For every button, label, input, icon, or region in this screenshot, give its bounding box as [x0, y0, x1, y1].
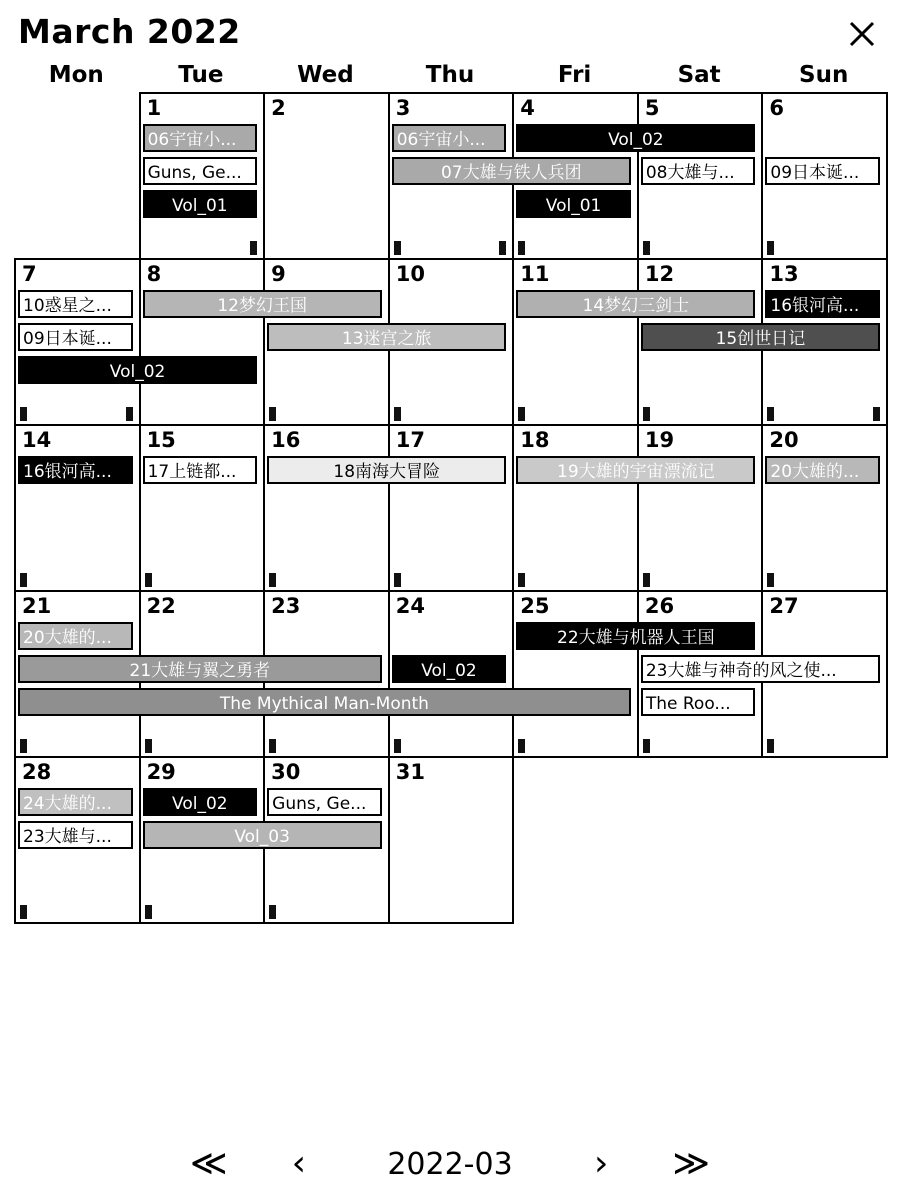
day-number: 4 [520, 96, 535, 120]
calendar-event[interactable]: 22大雄与机器人王国 [516, 622, 755, 650]
day-number: 20 [769, 428, 799, 452]
day-marker-icon [20, 739, 27, 753]
day-marker-icon [269, 739, 276, 753]
calendar-event[interactable]: 15创世日记 [641, 323, 880, 351]
calendar-event[interactable]: The Mythical Man-Month [18, 688, 631, 716]
day-number: 25 [520, 594, 550, 618]
day-marker-icon [499, 241, 506, 255]
calendar-event[interactable]: 12梦幻王国 [143, 290, 382, 318]
day-number: 14 [22, 428, 52, 452]
day-number: 24 [395, 594, 425, 618]
calendar-week-row [14, 424, 886, 590]
calendar-event[interactable]: 08大雄与... [641, 157, 756, 185]
day-cell[interactable] [263, 424, 390, 592]
current-month-label: 2022-03 [387, 1146, 513, 1182]
weekday-label-mon: Mon [48, 62, 104, 88]
day-marker-icon [20, 573, 27, 587]
day-cell[interactable] [388, 756, 515, 924]
calendar-week-row [14, 756, 886, 922]
calendar-event[interactable]: Vol_02 [392, 655, 507, 683]
day-number: 5 [644, 96, 660, 120]
day-marker-icon [767, 241, 774, 255]
close-icon[interactable] [842, 14, 882, 54]
day-number: 1 [146, 96, 162, 120]
calendar-event[interactable]: 16银河高... [18, 456, 133, 484]
day-cell[interactable] [388, 424, 515, 592]
next-month-button[interactable]: › [594, 1143, 609, 1184]
calendar-event[interactable]: Vol_02 [18, 356, 257, 384]
first-page-button[interactable]: ≪ [189, 1143, 228, 1184]
day-number: 12 [644, 262, 675, 286]
day-marker-icon [145, 573, 152, 587]
day-cell-empty [637, 756, 764, 924]
day-number: 17 [395, 428, 425, 452]
day-cell[interactable] [139, 424, 266, 592]
day-number: 18 [520, 428, 550, 452]
day-marker-icon [767, 407, 774, 421]
day-marker-icon [518, 573, 525, 587]
calendar-footer-nav [0, 1142, 900, 1186]
day-marker-icon [269, 407, 276, 421]
day-marker-icon [269, 573, 276, 587]
day-marker-icon [20, 407, 27, 421]
calendar-event[interactable]: 18南海大冒险 [267, 456, 506, 484]
day-marker-icon [767, 573, 774, 587]
day-marker-icon [250, 241, 257, 255]
day-marker-icon [873, 407, 880, 421]
calendar-event[interactable]: 23大雄与神奇的风之使... [641, 655, 880, 683]
weekday-label-fri: Fri [557, 62, 592, 88]
day-marker-icon [518, 241, 525, 255]
day-marker-icon [394, 407, 401, 421]
calendar-event[interactable]: 17上链都... [143, 456, 258, 484]
day-marker-icon [126, 407, 133, 421]
weekday-label-thu: Thu [425, 62, 475, 88]
day-cell-empty [512, 756, 639, 924]
calendar-event[interactable]: 09日本诞... [18, 323, 133, 351]
calendar-event[interactable]: 16银河高... [765, 290, 880, 318]
day-number: 7 [22, 262, 37, 286]
weekday-header-row [0, 54, 900, 92]
weekday-label-wed: Wed [297, 62, 354, 88]
day-cell[interactable] [139, 258, 266, 426]
day-number: 19 [644, 428, 675, 452]
weekday-label-sun: Sun [799, 62, 849, 88]
calendar-event[interactable]: 20大雄的... [765, 456, 880, 484]
day-number: 15 [146, 428, 176, 452]
day-marker-icon [394, 739, 401, 753]
prev-month-button[interactable]: ‹ [291, 1143, 306, 1184]
calendar-event[interactable]: 23大雄与... [18, 821, 133, 849]
calendar-event[interactable]: 06宇宙小... [143, 124, 258, 152]
calendar-event[interactable]: The Roo... [641, 688, 756, 716]
day-number: 22 [146, 594, 176, 618]
calendar-event[interactable]: 13迷宫之旅 [267, 323, 506, 351]
day-cell[interactable] [512, 590, 639, 758]
calendar-event[interactable]: 19大雄的宇宙漂流记 [516, 456, 755, 484]
last-page-button[interactable]: ≫ [672, 1143, 711, 1184]
day-marker-icon [643, 407, 650, 421]
weekday-label-sat: Sat [677, 62, 721, 88]
day-number: 13 [769, 262, 799, 286]
day-cell-empty [14, 92, 141, 260]
day-number: 3 [395, 96, 411, 120]
day-marker-icon [518, 407, 525, 421]
day-marker-icon [20, 905, 27, 919]
day-marker-icon [643, 573, 650, 587]
day-number: 23 [271, 594, 301, 618]
calendar-event[interactable]: Vol_02 [516, 124, 755, 152]
weekday-label-tue: Tue [178, 62, 224, 88]
calendar-event[interactable]: Vol_02 [143, 788, 258, 816]
day-marker-icon [767, 739, 774, 753]
calendar-grid [0, 92, 900, 922]
day-number: 30 [271, 760, 301, 784]
calendar-event[interactable]: Vol_01 [143, 190, 258, 218]
day-marker-icon [145, 739, 152, 753]
calendar-event[interactable]: 14梦幻三剑士 [516, 290, 755, 318]
day-number: 21 [22, 594, 52, 618]
day-marker-icon [394, 573, 401, 587]
calendar-event[interactable]: Vol_01 [516, 190, 631, 218]
day-cell[interactable] [761, 424, 888, 592]
calendar-week-row [14, 590, 886, 756]
day-number: 10 [395, 262, 425, 286]
calendar-week-row [14, 92, 886, 258]
calendar-event[interactable]: Vol_03 [143, 821, 382, 849]
day-cell[interactable] [512, 258, 639, 426]
day-cell[interactable] [14, 424, 141, 592]
calendar-event[interactable]: 10惑星之... [18, 290, 133, 318]
day-number: 27 [769, 594, 799, 618]
day-number: 31 [395, 760, 425, 784]
day-marker-icon [643, 241, 650, 255]
calendar-event[interactable]: 21大雄与翼之勇者 [18, 655, 382, 683]
day-number: 16 [271, 428, 301, 452]
calendar-event[interactable]: 20大雄的... [18, 622, 133, 650]
day-number: 28 [22, 760, 52, 784]
calendar-event[interactable]: 09日本诞... [765, 157, 880, 185]
day-marker-icon [518, 739, 525, 753]
page-title: March 2022 [18, 12, 241, 51]
calendar-week-row [14, 258, 886, 424]
day-marker-icon [394, 241, 401, 255]
day-marker-icon [643, 739, 650, 753]
day-marker-icon [269, 905, 276, 919]
day-marker-icon [145, 905, 152, 919]
day-cell[interactable] [512, 424, 639, 592]
calendar-event[interactable]: 06宇宙小... [392, 124, 507, 152]
calendar-header [0, 0, 900, 54]
calendar-event[interactable]: 24大雄的... [18, 788, 133, 816]
day-number: 9 [271, 262, 286, 286]
day-number: 8 [146, 262, 162, 286]
day-cell-empty [761, 756, 888, 924]
calendar-event[interactable]: Guns, Ge... [143, 157, 258, 185]
day-number: 11 [520, 262, 550, 286]
calendar-event[interactable]: Guns, Ge... [267, 788, 382, 816]
calendar-event[interactable]: 07大雄与铁人兵团 [392, 157, 631, 185]
day-number: 26 [644, 594, 675, 618]
day-number: 6 [769, 96, 785, 120]
day-cell[interactable] [263, 92, 390, 260]
day-number: 2 [271, 96, 286, 120]
day-number: 29 [146, 760, 176, 784]
day-cell[interactable] [637, 424, 764, 592]
